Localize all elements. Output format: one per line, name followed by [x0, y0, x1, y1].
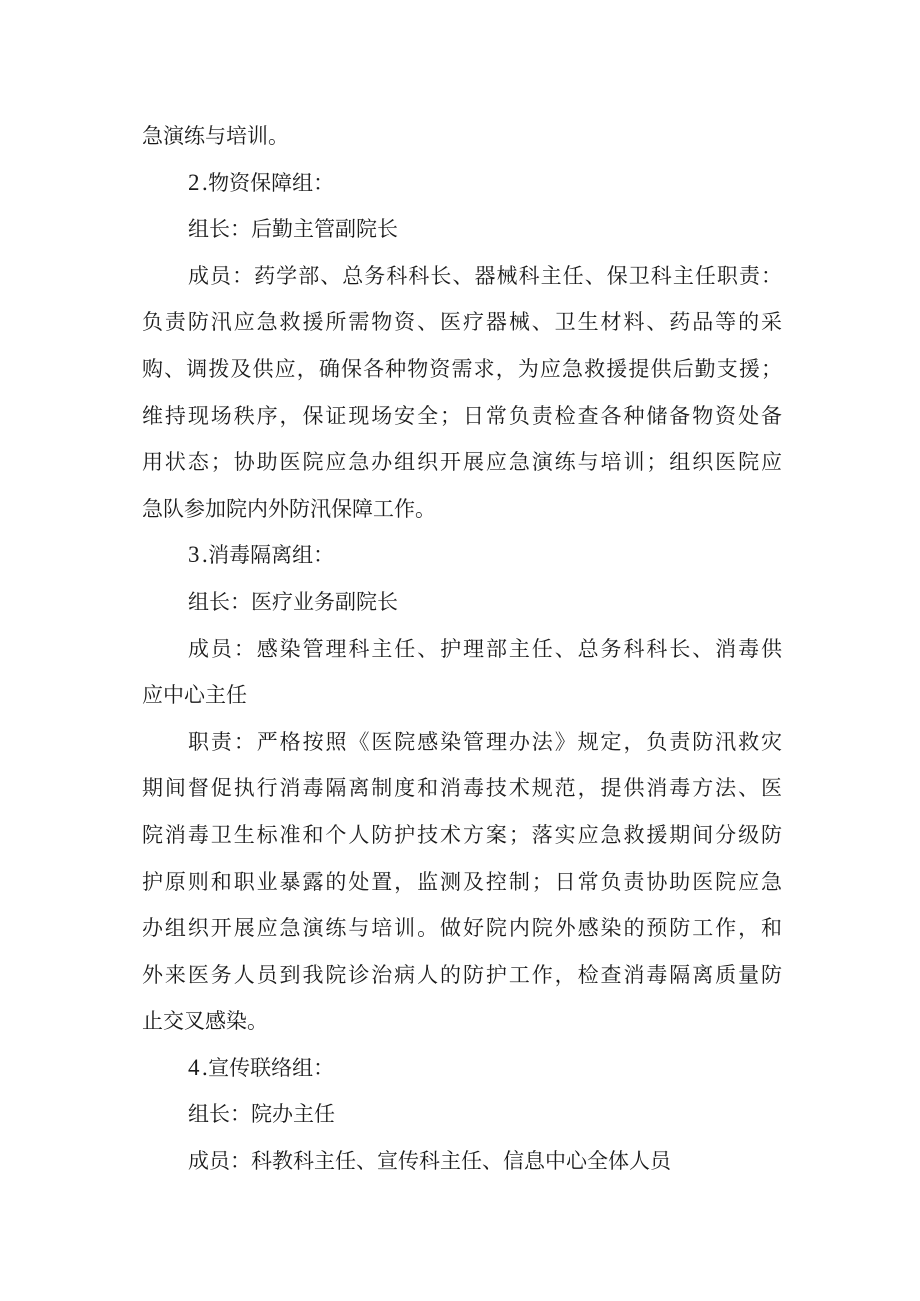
continued-line: 急演练与培训。 [142, 124, 289, 148]
paragraph-line: 期间督促执行消毒隔离制度和消毒技术规范，提供消毒方法、医 [142, 776, 782, 801]
paragraph-line: 外来医务人员到我院诊治病人的防护工作，检查消毒隔离质量防 [142, 962, 782, 987]
paragraph-line: 成员：感染管理科主任、护理部主任、总务科科长、消毒供 [188, 636, 782, 661]
paragraph-line: 成员：药学部、总务科科长、器械科主任、保卫科主任职责： [188, 263, 782, 288]
paragraph-line: 用状态；协助医院应急办组织开展应急演练与培训；组织医院应 [142, 450, 782, 475]
section-title: .物资保障组： [201, 170, 335, 195]
paragraph-line: 办组织开展应急演练与培训。做好院内院外感染的预防工作，和 [142, 916, 782, 941]
paragraph-line: 成员：科教科主任、宣传科主任、信息中心全体人员 [188, 1149, 671, 1174]
paragraph-line: 急队参加院内外防汛保障工作。 [142, 496, 436, 521]
section-heading-supplies [142, 160, 782, 207]
section-heading-disinfection [142, 532, 782, 579]
section-leader: 组长：医疗业务副院长 [188, 589, 398, 614]
paragraph-line: 院消毒卫生标准和个人防护技术方案；落实应急救援期间分级防 [142, 822, 782, 847]
paragraph-line: 护原则和职业暴露的处置，监测及控制；日常负责协助医院应急 [142, 869, 782, 894]
section-number: 4 [188, 1054, 200, 1080]
paragraph-line: 止交叉感染。 [142, 1009, 268, 1034]
document-body [142, 113, 782, 1185]
section-heading-publicity [142, 1045, 782, 1092]
paragraph-line: 维持现场秩序，保证现场安全；日常负责检查各种储备物资处备 [142, 403, 782, 428]
paragraph-line: 职责：严格按照《医院感染管理办法》规定，负责防汛救灾 [188, 729, 782, 754]
section-number: 2 [188, 169, 200, 195]
section-title: .宣传联络组： [201, 1055, 335, 1080]
paragraph-line: 负责防汛应急救援所需物资、医疗器械、卫生材料、药品等的采 [142, 310, 782, 335]
section-leader: 组长：院办主任 [188, 1102, 335, 1127]
section-title: .消毒隔离组： [201, 543, 335, 568]
paragraph-line: 购、调拨及供应，确保各种物资需求，为应急救援提供后勤支援； [142, 356, 782, 381]
section-leader: 组长：后勤主管副院长 [188, 217, 398, 242]
section-number: 3 [188, 542, 200, 568]
paragraph-line: 应中心主任 [142, 683, 247, 708]
